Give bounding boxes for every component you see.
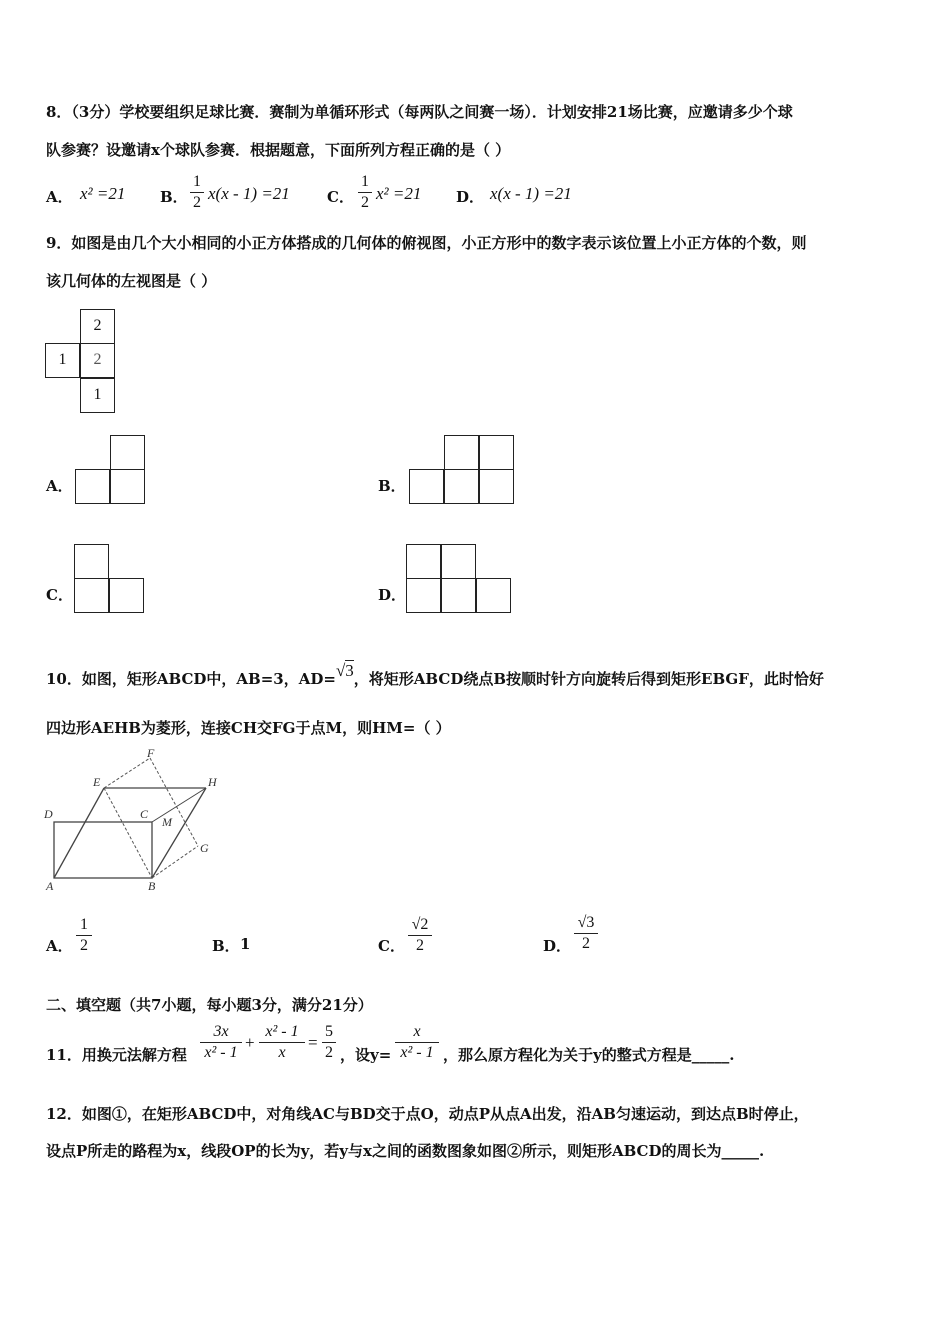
q8-option-d-label: D． xyxy=(456,188,485,206)
q9-option-c-label: C． xyxy=(46,586,73,604)
q11-fraction-1: 3x x² - 1 xyxy=(200,1022,242,1063)
q8-option-c-label: C． xyxy=(327,188,354,206)
q11-fraction-2: x² - 1 x xyxy=(259,1022,305,1063)
q8-option-d-expr: x(x - 1) =21 xyxy=(490,184,572,203)
q10-option-b-value: 1 xyxy=(240,935,251,953)
grid-cell: 2 xyxy=(80,309,115,344)
label-G: G xyxy=(200,841,209,855)
q8-option-a-expr: x² =21 xyxy=(80,184,126,203)
q10-rectangle-figure xyxy=(40,748,230,896)
section-title: 二、填空题（共7小题，每小题3分，满分21分） xyxy=(46,996,373,1014)
q9-option-b-label: B． xyxy=(378,477,406,495)
q10-option-b-label: B． xyxy=(212,937,240,955)
q9-line2: 该几何体的左视图是（ ） xyxy=(46,272,217,290)
q11-plus: + xyxy=(245,1033,255,1052)
q10-option-d-label: D． xyxy=(543,937,572,955)
q12-line2: 设点P所走的路程为x，线段OP的长为y，若y与x之间的函数图象如图②所示，则矩形ABCD的周长为_____. xyxy=(46,1142,765,1160)
q10-option-a-label: A． xyxy=(46,937,73,955)
q9-option-a-label: A． xyxy=(46,477,73,495)
q10-line2: 四边形AEHB为菱形，连接CH交FG于点M，则HM=（ ） xyxy=(46,719,451,737)
grid-cell: 1 xyxy=(80,378,115,413)
q9-option-d-label: D． xyxy=(378,586,407,604)
q8-option-b-fraction: 1 2 xyxy=(190,172,204,213)
q10-option-d-value: √3 2 xyxy=(574,913,598,954)
q10-option-c-value: √2 2 xyxy=(408,915,432,956)
q8-option-b-expr: x(x - 1) =21 xyxy=(208,184,290,203)
q10-option-a-value: 1 2 xyxy=(76,915,92,956)
label-C: C xyxy=(140,807,149,821)
label-B: B xyxy=(148,879,156,893)
q8-option-a-label: A． xyxy=(46,188,73,206)
label-A: A xyxy=(46,879,54,893)
q9-line1: 9．如图是由几个大小相同的小正方体搭成的几何体的俯视图，小正方形中的数字表示该位置上小正方体的个数，则 xyxy=(46,234,807,252)
q11-equals: = xyxy=(308,1033,318,1052)
q8-line1: 8．（3分）学校要组织足球比赛．赛制为单循环形式（每两队之间赛一场）．计划安排21场比赛，应邀请多少个球 xyxy=(46,103,793,121)
q8-option-c-expr: x² =21 xyxy=(376,184,422,203)
q11-mid: ，设y= xyxy=(340,1046,392,1064)
label-H: H xyxy=(208,775,217,789)
label-E: E xyxy=(93,775,101,789)
label-M: M xyxy=(162,815,172,829)
q11-suffix: ，那么原方程化为关于y的整式方程是_____. xyxy=(443,1046,735,1064)
q11-prefix: 11．用换元法解方程 xyxy=(46,1046,187,1064)
q11-fraction-4: x x² - 1 xyxy=(395,1022,439,1063)
q11-fraction-3: 5 2 xyxy=(322,1022,336,1063)
q10-option-c-label: C． xyxy=(378,937,405,955)
q12-line1: 12．如图①，在矩形ABCD中，对角线AC与BD交于点O，动点P从点A出发，沿AB匀速运动，到达点B时停止， xyxy=(46,1105,809,1123)
q10-line1: 10．如图，矩形ABCD中，AB=3，AD=√3，将矩形ABCD绕点B按顺时针方向旋转后得到矩形EBGF，此时恰好 xyxy=(46,661,824,688)
q8-option-b-label: B． xyxy=(160,188,188,206)
label-D: D xyxy=(44,807,53,821)
q8-option-c-fraction: 1 2 xyxy=(358,172,372,213)
grid-cell: 1 xyxy=(45,343,80,378)
grid-cell: 2 xyxy=(80,343,115,378)
label-F: F xyxy=(147,748,155,760)
q8-line2: 队参赛？设邀请x个球队参赛．根据题意，下面所列方程正确的是（ ） xyxy=(46,141,511,159)
